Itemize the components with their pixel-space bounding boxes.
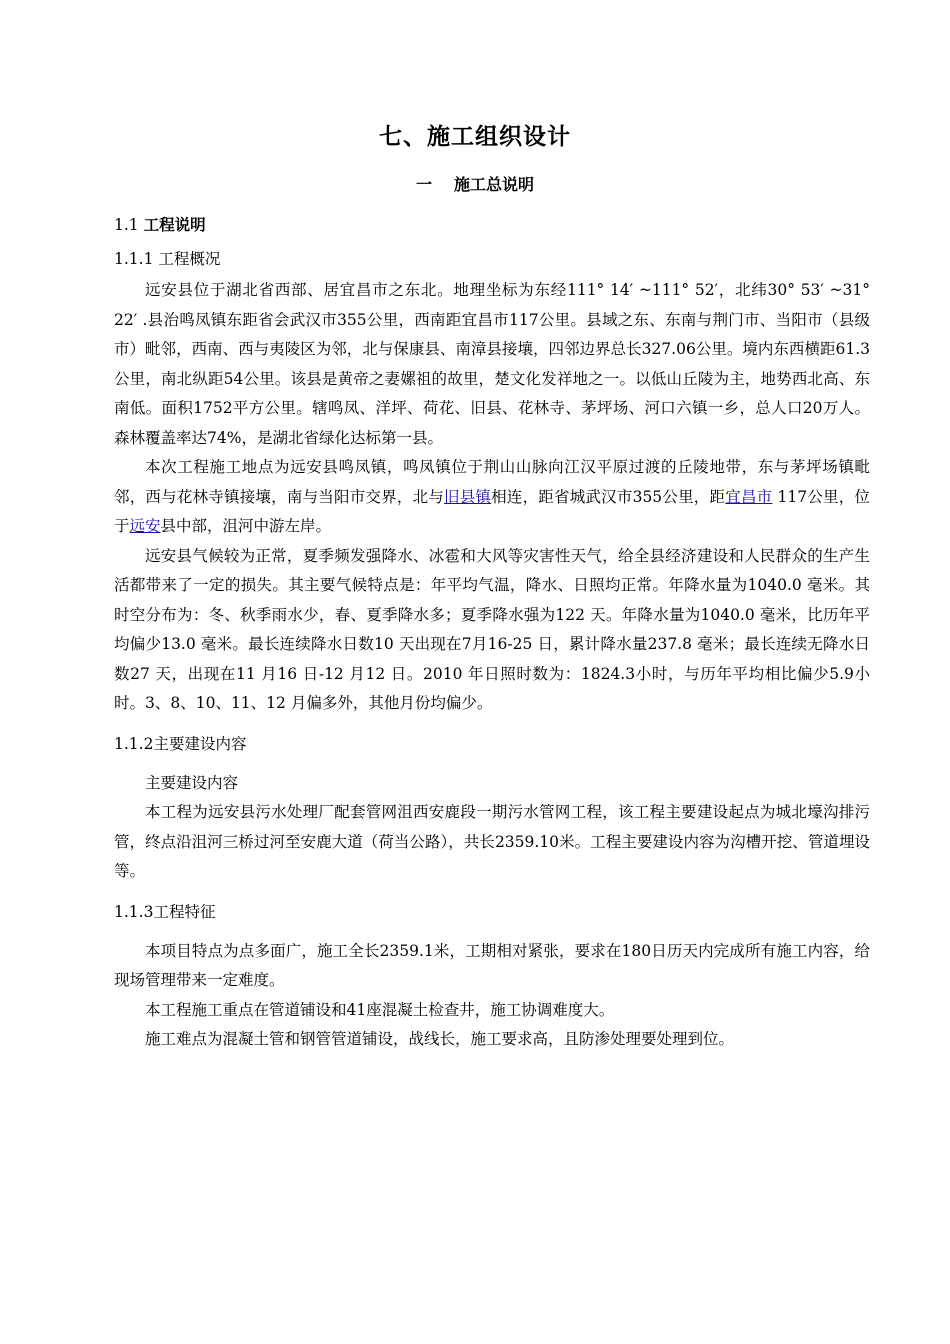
heading-1-1-number: 1.1 <box>114 216 139 234</box>
link-yichang-city[interactable]: 宜昌市 <box>725 487 773 506</box>
heading-1-1-label: 工程说明 <box>143 216 206 234</box>
link-yuanan[interactable]: 远安 <box>129 517 161 535</box>
section-title <box>0 172 950 195</box>
paragraph-key-points: 本工程施工重点在管道铺设和41座混凝土检查井，施工协调难度大。 <box>145 1000 615 1019</box>
document-body <box>114 208 870 1055</box>
heading-1-1 <box>114 208 870 242</box>
link-jiuxian-town[interactable]: 旧县镇 <box>444 487 492 506</box>
paragraph-main-content: 本工程为远安县污水处理厂配套管网沮西安鹿段一期污水管网工程，该工程主要建设起点为城北壕沟排污管，终点沿沮河三桥过河至安鹿大道（荷当公路），共长2359.10米。工程主要建设内容为沟槽开挖、管道埋设等。 <box>114 803 870 880</box>
section-number: 一 <box>415 175 432 194</box>
location-text-a: 本次工程施工地点为远安县鸣凤镇，鸣凤镇位于荆山山脉向江汉平原过渡的丘陵地带，东与茅坪场镇毗邻，西与花林寺镇接壤，南与当阳市交界，北与 <box>114 458 870 506</box>
paragraph-climate: 远安县气候较为正常，夏季频发强降水、冰雹和大风等灾害性天气，给全县经济建设和人民群众的生产生活都带来了一定的损失。其主要气候特点是：年平均气温，降水、日照均正常。年降水量为1040.0 毫米。其时空分布为：冬、秋季雨水少，春、夏季降水多；夏季降水强为122 天。年降水量为1040.0 毫米，比历年平均偏少13.0 毫米。最长连续降水日数10 天出现在7月16-25 日，累计降水量237.8 毫米；最长连续无降水日数27 天，出现在11 月16 日-12 月12 日。2010 年日照时数为：1824.3小时，与历年平均相比偏少5.9小时。3、8、10、11、12 月偏多外，其他月份均偏少。 <box>114 546 870 712</box>
location-text-d: 县中部，沮河中游左岸。 <box>160 517 332 535</box>
paragraph-main-content-label: 主要建设内容 <box>145 773 239 792</box>
paragraph-features: 本项目特点为点多面广，施工全长2359.1米，工期相对紧张，要求在180日历天内完成所有施工内容，给现场管理带来一定难度。 <box>114 941 870 989</box>
document-title: 七、施工组织设计 <box>379 124 571 150</box>
heading-1-1-2: 1.1.2主要建设内容 <box>114 734 247 753</box>
paragraph-overview: 远安县位于湖北省西部、居宜昌市之东北。地理坐标为东经111° 14′ ~111° 52′，北纬30° 53′ ~31° 22′ .县治鸣凤镇东距省会武汉市355公里，西南距宜昌市117公里。县域之东、东南与荆门市、当阳市（县级市）毗邻，西南、西与夷陵区为邻，北与保康县、南漳县接壤，四邻边界总长327.06公里。境内东西横距61.3公里，南北纵距54公里。该县是黄帝之妻嫘祖的故里，楚文化发祥地之一。以低山丘陵为主，地势西北高、东南低。面积1752平方公里。辖鸣凤、洋坪、荷花、旧县、花林寺、茅坪场、河口六镇一乡，总人口20万人。森林覆盖率达74%，是湖北省绿化达标第一县。 <box>114 281 870 447</box>
heading-1-1-3: 1.1.3工程特征 <box>114 902 216 921</box>
location-text-c: 117公里，位于 <box>114 487 870 535</box>
paragraph-difficulties: 施工难点为混凝土管和钢管管道铺设，战线长，施工要求高，且防渗处理要处理到位。 <box>145 1030 735 1048</box>
paragraph-location <box>114 453 870 542</box>
heading-1-1-1: 1.1.1 工程概况 <box>114 250 221 268</box>
section-title-text: 施工总说明 <box>454 175 535 194</box>
location-text-b: 相连，距省城武汉市355公里，距 <box>491 487 726 506</box>
